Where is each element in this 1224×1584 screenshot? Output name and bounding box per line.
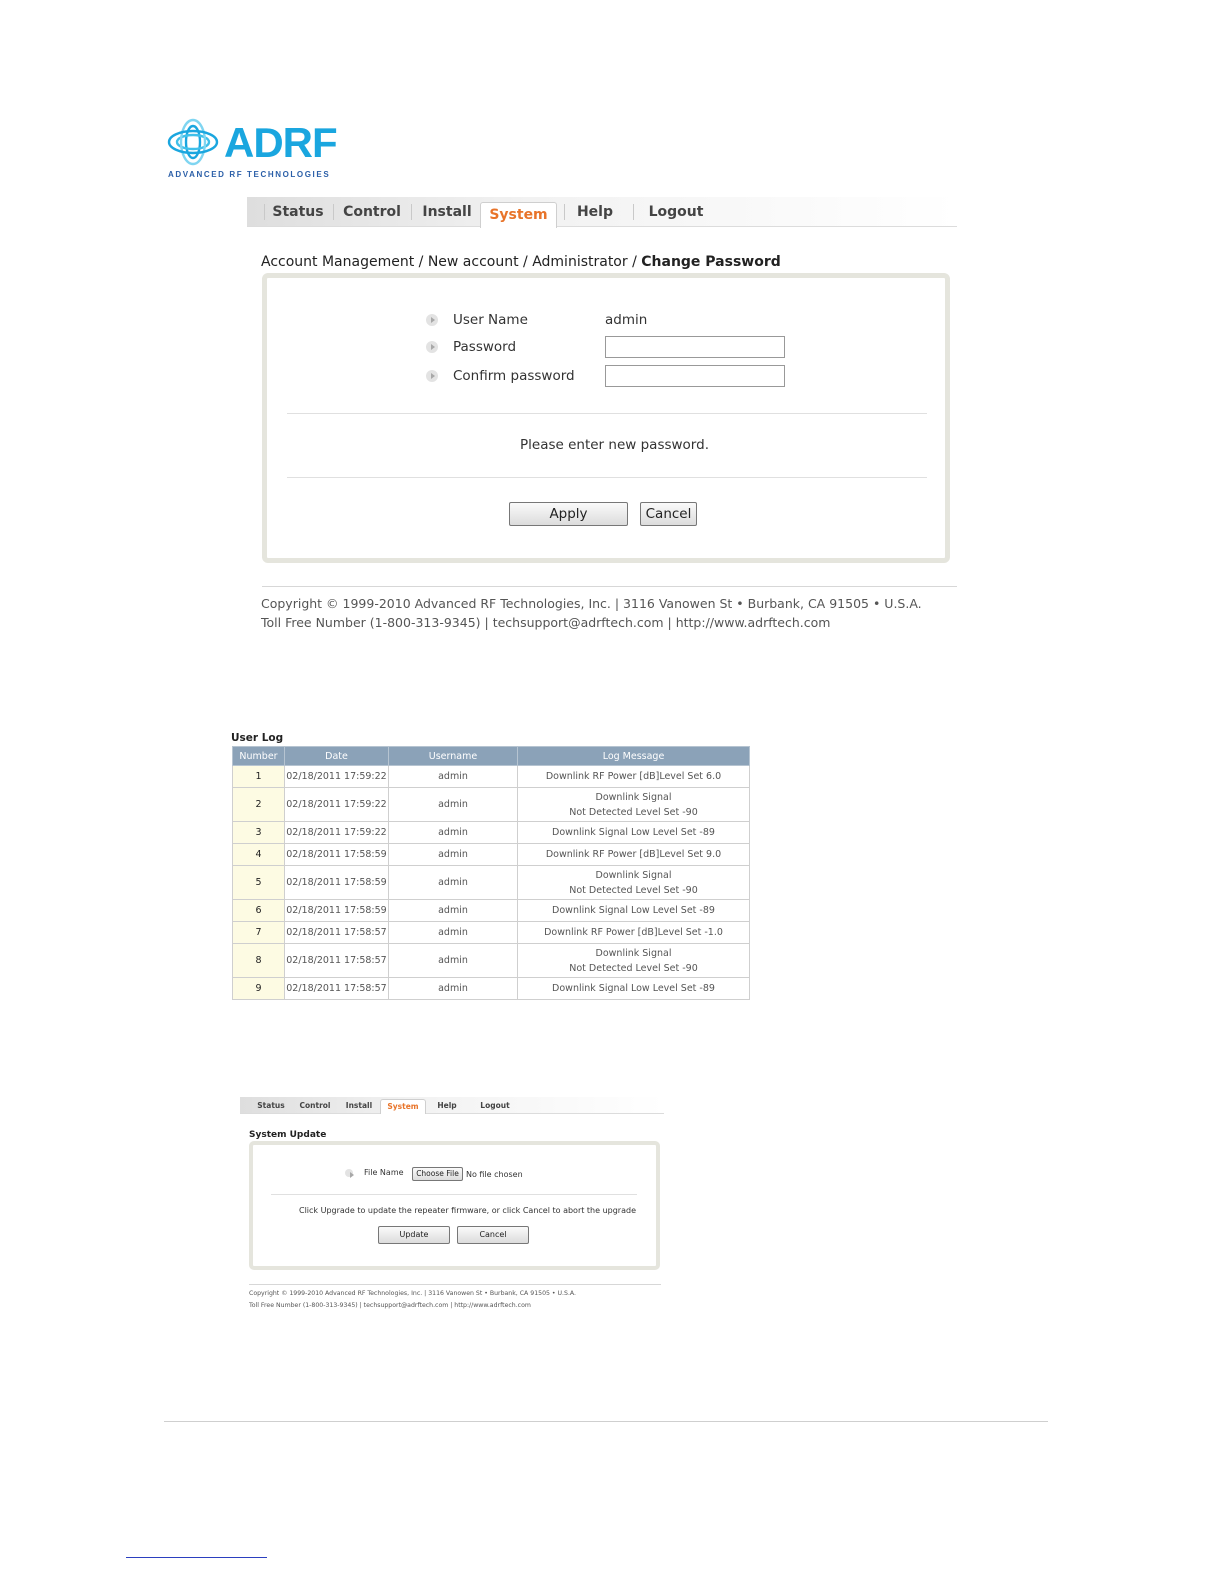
main-nav	[247, 197, 957, 227]
message-line: Downlink RF Power [dB]Level Set 9.0	[545, 849, 722, 860]
row-username: admin	[389, 822, 518, 844]
status-message: Please enter new password.	[520, 437, 709, 453]
password-label: Password	[453, 339, 517, 355]
tab-logout[interactable]: Logout	[648, 204, 704, 220]
row-date: 02/18/2011 17:59:22	[285, 766, 389, 788]
divider	[287, 477, 927, 478]
row-number: 9	[233, 978, 285, 1000]
adrf-logo-icon	[166, 116, 220, 168]
message-line: Not Detected Level Set -90	[569, 806, 698, 818]
secondary-nav	[240, 1097, 664, 1114]
page-link-underline	[126, 1557, 267, 1558]
row-number: 4	[233, 844, 285, 866]
row-message	[518, 822, 750, 844]
row-message	[518, 766, 750, 788]
row-number: 7	[233, 922, 285, 944]
tab-status[interactable]: Status	[272, 204, 324, 220]
column-header: Log Message	[518, 747, 750, 766]
row-message	[518, 866, 750, 900]
tab-logout[interactable]: Logout	[480, 1101, 510, 1110]
row-username: admin	[389, 944, 518, 978]
apply-button[interactable]: Apply	[509, 502, 628, 526]
column-header: Date	[285, 747, 389, 766]
cancel-button[interactable]: Cancel	[640, 502, 697, 526]
row-username: admin	[389, 922, 518, 944]
table-row	[233, 900, 750, 922]
tab-system[interactable]: System	[380, 1099, 426, 1114]
password-field[interactable]	[605, 336, 785, 358]
message-line: Not Detected Level Set -90	[569, 884, 698, 896]
tab-system[interactable]: System	[480, 202, 557, 228]
message-line: Not Detected Level Set -90	[569, 962, 698, 974]
username-value: admin	[605, 312, 648, 328]
row-message	[518, 922, 750, 944]
user-log-table	[232, 746, 750, 1000]
page-divider	[164, 1421, 1048, 1422]
row-message	[518, 844, 750, 866]
breadcrumb-path: Account Management / New account / Administrator /	[261, 254, 642, 270]
bullet-icon	[426, 341, 438, 353]
row-date: 02/18/2011 17:58:57	[285, 922, 389, 944]
cancel-upgrade-button[interactable]: Cancel	[457, 1226, 529, 1244]
tab-install[interactable]: Install	[345, 1101, 373, 1110]
message-line: Downlink Signal	[595, 791, 672, 803]
table-row	[233, 922, 750, 944]
row-message	[518, 900, 750, 922]
row-date: 02/18/2011 17:58:59	[285, 900, 389, 922]
table-row	[233, 866, 750, 900]
row-message	[518, 944, 750, 978]
upgrade-message: Click Upgrade to update the repeater firmware, or click Cancel to abort the upgrade	[299, 1206, 636, 1215]
row-username: admin	[389, 978, 518, 1000]
bullet-icon	[426, 314, 438, 326]
row-date: 02/18/2011 17:59:22	[285, 788, 389, 822]
divider	[271, 1194, 637, 1195]
brand-tagline: ADVANCED RF TECHNOLOGIES	[168, 170, 331, 179]
message-line: Downlink Signal	[595, 947, 672, 959]
confirm-password-field[interactable]	[605, 365, 785, 387]
user-log-title: User Log	[231, 732, 284, 744]
table-row	[233, 822, 750, 844]
footer-copyright: Copyright © 1999-2010 Advanced RF Technologies, Inc. | 3116 Vanowen St • Burbank, CA 91505 • U.S.A.	[249, 1290, 577, 1297]
tab-install[interactable]: Install	[422, 204, 472, 220]
column-header: Number	[233, 747, 285, 766]
tab-control[interactable]: Control	[343, 204, 401, 220]
message-line: Downlink RF Power [dB]Level Set 6.0	[545, 771, 722, 782]
table-row	[233, 844, 750, 866]
row-message	[518, 978, 750, 1000]
bullet-icon	[426, 370, 438, 382]
row-username: admin	[389, 866, 518, 900]
message-line: Downlink Signal	[595, 869, 672, 881]
breadcrumb	[261, 254, 781, 270]
row-date: 02/18/2011 17:58:59	[285, 844, 389, 866]
breadcrumb-current: Change Password	[641, 254, 781, 270]
row-number: 2	[233, 788, 285, 822]
table-row	[233, 788, 750, 822]
footer-contact: Toll Free Number (1-800-313-9345) | techsupport@adrftech.com | http://www.adrftech.com	[249, 1302, 531, 1309]
no-file-text: No file chosen	[466, 1170, 523, 1179]
file-name-label: File Name	[364, 1168, 404, 1177]
footer-divider	[262, 586, 957, 587]
tab-help[interactable]: Help	[576, 204, 614, 220]
confirm-password-label: Confirm password	[453, 368, 575, 384]
table-row	[233, 944, 750, 978]
row-date: 02/18/2011 17:58:57	[285, 944, 389, 978]
username-label: User Name	[453, 312, 528, 328]
divider	[287, 413, 927, 414]
row-message	[518, 788, 750, 822]
table-row	[233, 766, 750, 788]
row-date: 02/18/2011 17:58:59	[285, 866, 389, 900]
row-date: 02/18/2011 17:58:57	[285, 978, 389, 1000]
row-username: admin	[389, 844, 518, 866]
column-header: Username	[389, 747, 518, 766]
row-number: 5	[233, 866, 285, 900]
message-line: Downlink Signal Low Level Set -89	[552, 983, 715, 994]
tab-control[interactable]: Control	[299, 1101, 331, 1110]
footer-divider	[249, 1284, 661, 1285]
tab-status[interactable]: Status	[257, 1101, 285, 1110]
footer-copyright: Copyright © 1999-2010 Advanced RF Technologies, Inc. | 3116 Vanowen St • Burbank, CA 91505 • U.S.A.	[261, 596, 922, 611]
row-number: 1	[233, 766, 285, 788]
row-date: 02/18/2011 17:59:22	[285, 822, 389, 844]
brand-wordmark: ADRF	[224, 119, 337, 166]
row-username: admin	[389, 766, 518, 788]
bullet-icon	[345, 1169, 353, 1177]
row-username: admin	[389, 900, 518, 922]
table-row	[233, 978, 750, 1000]
message-line: Downlink RF Power [dB]Level Set -1.0	[544, 927, 723, 938]
choose-file-button[interactable]: Choose File	[412, 1167, 463, 1181]
update-button[interactable]: Update	[378, 1226, 450, 1244]
footer-contact: Toll Free Number (1-800-313-9345) | techsupport@adrftech.com | http://www.adrftech.com	[261, 615, 831, 630]
message-line: Downlink Signal Low Level Set -89	[552, 905, 715, 916]
message-line: Downlink Signal Low Level Set -89	[552, 827, 715, 838]
row-number: 3	[233, 822, 285, 844]
row-number: 8	[233, 944, 285, 978]
row-number: 6	[233, 900, 285, 922]
row-username: admin	[389, 788, 518, 822]
system-update-title: System Update	[249, 1130, 327, 1140]
tab-help[interactable]: Help	[437, 1101, 457, 1110]
